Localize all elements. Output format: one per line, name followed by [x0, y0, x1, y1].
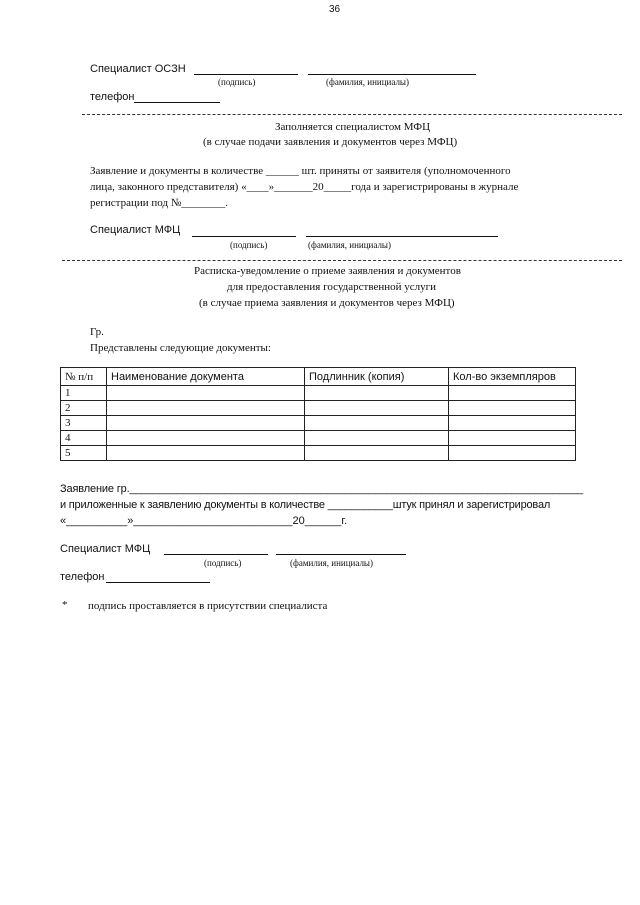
statement-line-1: Заявление гр.____________________________________________________________________________ — [60, 483, 584, 495]
receipt-signature-line — [164, 554, 268, 555]
table-cell — [107, 386, 305, 401]
mfc-title-1: Заполняется специалистом МФЦ — [275, 121, 431, 133]
table-cell — [107, 416, 305, 431]
ozn-name-line — [308, 74, 476, 75]
table-cell — [449, 431, 576, 446]
mfc-paragraph-line-1: Заявление и документы в количестве ______ шт. приняты от заявителя (уполномоченного — [90, 165, 511, 177]
table-row — [61, 386, 576, 401]
table-cell — [449, 401, 576, 416]
page-number: 36 — [329, 4, 341, 15]
mfc-specialist-label: Специалист МФЦ — [90, 224, 181, 236]
table-row — [61, 416, 576, 431]
receipt-phone-line — [106, 582, 210, 583]
table-cell — [305, 446, 449, 461]
table-cell — [305, 416, 449, 431]
footnote-text: подпись проставляется в присутствии специалиста — [88, 600, 328, 612]
statement-line-3: «__________»__________________________20______г. — [60, 515, 348, 527]
table-cell — [449, 416, 576, 431]
receipt-docs-intro: Представлены следующие документы: — [90, 342, 271, 354]
ozn-signature-line — [194, 74, 298, 75]
table-cell — [107, 446, 305, 461]
mfc-signature-line — [192, 236, 296, 237]
table-cell: 3 — [61, 416, 107, 431]
mfc-title-2: (в случае подачи заявления и документов через МФЦ) — [203, 136, 458, 148]
ozn-name-caption: (фамилия, инициалы) — [326, 77, 409, 87]
mfc-signature-caption: (подпись) — [230, 240, 268, 250]
separator-1 — [82, 114, 622, 115]
receipt-title-3: (в случае приема заявления и документов через МФЦ) — [199, 297, 455, 309]
table-header-cell: Наименование документа — [107, 368, 305, 386]
mfc-paragraph-line-2: лица, законного представителя) «____»_______20_____года и зарегистрированы в журнале — [90, 181, 519, 193]
receipt-phone-label: телефон — [60, 571, 105, 583]
receipt-gr-label: Гр. — [90, 326, 104, 338]
ozn-signature-caption: (подпись) — [218, 77, 256, 87]
receipt-name-line — [276, 554, 406, 555]
table-cell — [107, 401, 305, 416]
table-row — [61, 401, 576, 416]
ozn-phone-label: телефон — [90, 91, 135, 103]
documents-table — [60, 367, 576, 461]
ozn-phone-line — [134, 102, 220, 103]
table-cell — [449, 446, 576, 461]
table-cell: 4 — [61, 431, 107, 446]
table-header-cell: Кол-во экземпляров — [449, 368, 576, 386]
table-cell: 5 — [61, 446, 107, 461]
table-cell — [305, 401, 449, 416]
statement-line-2: и приложенные к заявлению документы в количестве ___________штук принял и зарегистрировал — [60, 499, 551, 511]
receipt-specialist-label: Специалист МФЦ — [60, 543, 151, 555]
table-cell — [449, 386, 576, 401]
mfc-name-caption: (фамилия, инициалы) — [308, 240, 391, 250]
table-cell: 2 — [61, 401, 107, 416]
table-header-cell: № п/п — [61, 368, 107, 386]
mfc-paragraph-line-3: регистрации под №________. — [90, 197, 229, 209]
receipt-name-caption: (фамилия, инициалы) — [290, 558, 373, 568]
table-cell: 1 — [61, 386, 107, 401]
receipt-title-2: для предоставления государственной услуги — [227, 281, 437, 293]
mfc-name-line — [306, 236, 498, 237]
table-cell — [305, 431, 449, 446]
footnote-mark: * — [62, 599, 68, 611]
table-cell — [107, 431, 305, 446]
separator-2 — [62, 260, 622, 261]
table-header-row — [61, 368, 576, 386]
table-row — [61, 431, 576, 446]
receipt-title-1: Расписка-уведомление о приеме заявления и документов — [194, 265, 461, 277]
receipt-signature-caption: (подпись) — [204, 558, 242, 568]
table-cell — [305, 386, 449, 401]
table-header-cell: Подлинник (копия) — [305, 368, 449, 386]
table-row — [61, 446, 576, 461]
ozn-specialist-label: Специалист ОСЗН — [90, 63, 186, 75]
